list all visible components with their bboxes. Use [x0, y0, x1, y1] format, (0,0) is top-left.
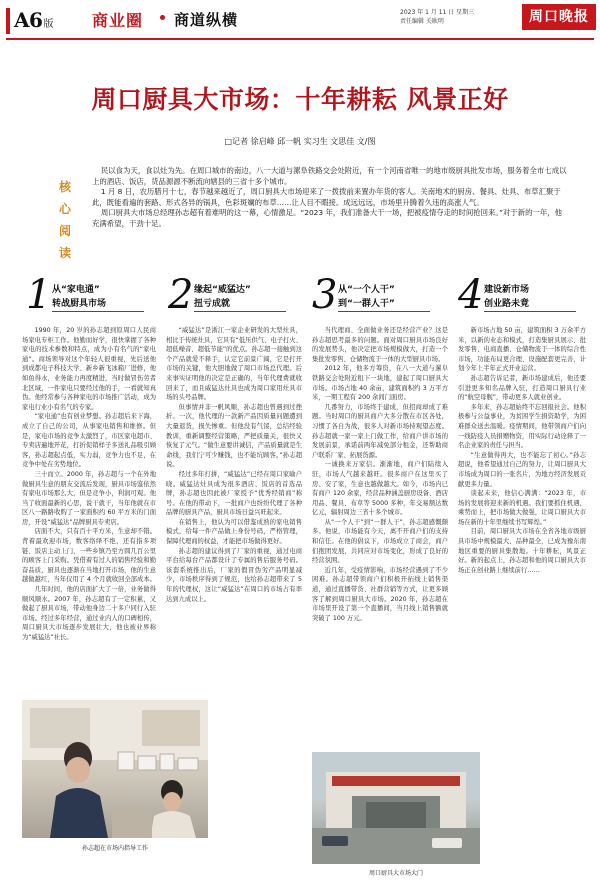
body-paragraph: 一诚换来万家信。渐渐地，商户们陆续入驻，市场人气越来越旺。很多商户在这里买了房、安了家，生意也越做越大。如今，市场内已有商户 120 余家，经营品种涵盖厨房设备、酒店用品、餐具、布草等 5000 多种，年交易额达数亿元，辐射周边三省十多个城市。: [312, 461, 448, 517]
section-underline: [52, 311, 144, 312]
body-paragraph: 2012 年，他多方筹资，在八一大道与漯阜铁路交会处附近租下一块地，建起了周口厨具大市场。市场占地 40 余亩，建筑面积约 3 万平方米，一期工程有 200 余间门面房。: [312, 365, 448, 402]
body-paragraph: 1990 年，20 岁的孙志超到原周口人民商场家电专柜工作。他勤而好学，很快掌握了各种家电的技术参数和特点，成为小有名气的“家电通”。商场领导对这个年轻人很重视，先后送他到成都电子科技大学、新乡新飞冰箱厂进修，他如鱼得水，业务能力再度精进，当时做冒伤劳者北区域，一件家电只要经过他的手，一看就知真伪。他经常参与各种家电的市场推广活动，成为家电行业小有名气的专家。: [22, 327, 156, 411]
section-number: 1: [26, 272, 52, 318]
header-rule: [6, 38, 594, 40]
body-paragraph: 新市场占地 50 亩，建筑面积 3 万余平方米，以新的业态和模式，打造集厨具展示、批发零售、电商直播、仓储物流于一体的综合性市场，功能布局更合理、设施配套更完善，计划今年上半年正式开业运营。: [458, 327, 586, 373]
article-headline: 周口厨具大市场：十年耕耘 风景正好: [91, 85, 509, 114]
body-paragraph: “威猛达”是浙江一家企业研发的大型灶具，相比于传统灶具，它具有“低压供气、电子打火、超低噪音、超低节能”的优点。孙志超一接触到这个产品就爱不释手，认定它前景广阔，它是打开市场的关键，他大胆地做了周口市场总代理。后来事实证明他的决定是正确的，当年代理费就收回来了，而且威猛达灶具也成为周口家用灶具市场的头号品牌。: [166, 327, 302, 402]
body-paragraph: 店面不大，只有百十平方米，生意却不错。背着最欢迎市场，数客络绎不绝，还有指多项链、饭店主动上门，一些乡镇乃至方圆几百公里的顾客上门采购。凭借着有过人的销售经验和勤奋品质，厨具也逐渐在当地打开市场，他的生意越做越红，当年仅用了 4 个月就收回全部成本。: [22, 528, 156, 584]
separator-dot: [160, 15, 165, 20]
body-paragraph: 在销售上，他认为可以借鉴成熟的家电销售模式，给每一件产品做上身份号码，严格管理，保障代理商的权益，才能把市场做得更好。: [166, 518, 302, 546]
body-paragraph: 从“一个人干”到“一群人干”，孙志超感慨颇多。他说，市场能有今天，离不开商户们的支持和信任。在他的倡议下，市场成立了商会，商户们抱团发展，共同应对市场变化，形成了良好的经营氛围。: [312, 518, 448, 565]
photo-market-interior: [22, 700, 208, 838]
body-paragraph: 谈起未来，他信心满满：“2023 年，市场的发展将迎来新的机遇。我们要抓住机遇，乘势而上，把市场做大做强，让周口厨具大市场在新的十年里继续书写辉煌。”: [458, 490, 586, 526]
body-paragraph: 三十而立。2000 年，孙志超与一个在外地做厨具生意的朋友交流后发现，厨具市场鉴依然有家电市场那么大，但是竞争小，利润可观。他当了收面最新的心思，说干就干，当年他就在市区八一路路收购了一家面积约 60 平方米的门面房，开设“威猛达”品牌厨具专卖店。: [22, 470, 156, 526]
section-title-line2: 到“一群人干”: [338, 299, 395, 309]
body-paragraph: 但事情并非一帆风顺，孙志超也曾遇到过挫折。一次，他代理的一款新产品因质量问题遭到大量退货，损失惨重。但他没有气馁，总结经验教训，重新调整经营策略，严把质量关，很快又恢复了元气。“做生意要讲诚信，产品质量就是生命线，我们宁可少赚钱，也不能坑顾客。”孙志超说。: [166, 403, 302, 469]
photo-illustration: [22, 700, 208, 838]
lead-label: 核心阅读: [58, 180, 71, 260]
lead-paragraph: 1 月 8 日，农历腊月十七，春节越来越近了，周口厨具大市场迎来了一拨拨前来置办年货的客人。关南地术的厨房、餐具、灶具、布草汇聚于此，既能看遍的套路、形式各异的锅具，色彩斑斓的布草……让人目不暇接。成远远远，市场里升腾着久违的高涨人气。: [92, 187, 561, 207]
section-title-line1: 从“一个人干”: [338, 285, 395, 295]
issue-editors: 责任编辑 关耿明: [400, 18, 444, 25]
body-paragraph: “生意做得再大，也不能忘了初心。”孙志超说，他希望通过自己的努力，让周口厨具大市场成为周口的一张名片，为地方经济发展贡献更多力量。: [458, 451, 586, 488]
article-column-3: [312, 326, 448, 746]
column-name: 商道纵横: [174, 11, 239, 29]
lead-paragraph: 周口厨具大市场总经理孙志超有着难明的这一幕，心情激足。“2023 年，我们准备大干一场，把被疫情夺走的时间抢回来。”对于新的一年，他充满希望，干劲十足。: [92, 208, 563, 228]
body-paragraph: 几番努力，市场终于建成，但招商却成了难题。当时周口的厨具商户大多分散在市区各处，习惯了各自为战，很多人对新市场持观望态度。孙志超就一家一家上门做工作，给商户讲市场的发展前景，承诺前两年减免部分租金，还帮助商户联系厂家、拓展货源。: [312, 403, 448, 459]
article-column-1: [22, 326, 156, 698]
section-number: 3: [312, 272, 338, 318]
issue-date: 2023 年 1 月 11 日 星期三: [400, 9, 475, 16]
issue-meta: [400, 8, 520, 26]
body-paragraph: 当代理商、全面做业务还是经营产业？这是孙志超思考最多的问题。面对周口厨具市场良好的发展势头，他决定把市场规模做大，打造一个集批发零售、仓储物流于一体的大型厨具市场。: [312, 327, 448, 363]
photo-caption: 周口厨具大市场大门: [368, 870, 423, 877]
article-byline: □记者 徐启峰 邱一帆 实习生 文思佳 文/图: [224, 137, 376, 146]
body-paragraph: 多年来，孙志超始终不忘回报社会。他积极参与公益事业，为贫困学生捐资助学，为困难群众送去温暖。疫情期间，他带领商户们向一线防疫人员捐赠物资，用实际行动诠释了一名企业家的责任与担当。: [458, 403, 586, 450]
section-title-line2: 扭亏成就: [194, 299, 231, 309]
page-number: A6版: [14, 8, 53, 32]
section-underline: [338, 311, 430, 312]
section-title-line1: 从“家电通”: [52, 285, 100, 295]
body-paragraph: “家电通”也有创业梦想。孙志超后来下海，成立了自己的公司，从事家电销售和维修。但是，家电市场的竞争太激烈了，市区家电超市、专卖店遍地开花，打折促销样子多送礼品吸引顾客，孙志超起点低，实力弱，竞争力也不足，在竞争中处在劣势地位。: [22, 413, 156, 469]
section-number: 4: [458, 272, 484, 318]
body-paragraph: 近几年，受疫情影响，市场经营遇到了不少困难。孙志超带领商户们积极开拓线上销售渠道，通过直播带货、社群营销等方式，让更多顾客了解到周口厨具大市场。2020 年，孙志超在市场里开设了第一个直播间，当月线上销售额就突破了 100 万元。: [312, 566, 448, 622]
page-number-bar: [6, 8, 10, 34]
section-underline: [194, 311, 286, 312]
newspaper-logo: 周口晚报: [522, 4, 596, 30]
section-title-line1: 建设新市场: [484, 285, 530, 295]
section-number: 2: [168, 272, 194, 318]
section-title-line2: 转战厨具市场: [52, 299, 107, 309]
lead-text: [92, 166, 568, 229]
section-name: 商业圈: [92, 11, 144, 30]
photo-illustration: [312, 752, 480, 864]
body-paragraph: 几年时间，他的店面扩大了一倍，业务做得顺风顺水。2007 年，孙志超有了一定积累，又做起了厨具市场，带动他身边二十多户同行入驻市场。经过多年经营，通过业内人的口碑相传，周口厨具大市场逐步发展壮大，他也被业界称为“威猛达”社长。: [22, 586, 156, 641]
lead-paragraph: 民以食为天，食以灶为先。在周口城市的南边，八一大道与漯阜铁路交会处附近，有一个河南省唯一的地市级厨具批发市场，服务着全市七成以上的酒店、饭店，货品源源不断流向辖县的三省十多个城市。: [92, 166, 567, 186]
photo-market-gate: [312, 752, 480, 864]
section-title-line2: 创业路未竟: [484, 299, 530, 309]
body-paragraph: 孙志超的建议得到了厂家的重视，通过电商平台给每台产品都设计了专属的售后服务号码。该套系统推出后，厂家的假冒伪劣产品明显减少，市场秩序得到了规范，也给孙志超带来了 5 年的代理权，这让“威猛达”在周口的市场占有率达到九成以上。: [166, 547, 302, 603]
body-paragraph: 目前，周口厨具大市场在全省各地市级厨具市场中规模最大、品种最全，已成为豫东南地区重要的厨具集散地。十年耕耘，风景正好。新的起点上，孙志超和他的周口厨具大市场正在创业路上继续前行……: [458, 528, 586, 574]
body-paragraph: 经过多年打拼，“威猛达”已经在周口家喻户晓。威猛达灶具成为很多酒店、饭店的首选品牌，孙志超也因此被厂家授予“优秀经销商”称号。在他的带动下，一批商户也纷纷代理了各种品牌的厨具产品，厨具市场日益兴旺起来。: [166, 470, 302, 517]
section-underline: [484, 311, 576, 312]
masthead: [0, 0, 600, 58]
section-title-line1: 缘起“威猛达”: [194, 285, 251, 295]
body-paragraph: 孙志超告诉记者，新市场建成后，他还要引进更多知名品牌入驻，打造周口厨具行业的“航空母舰”，带动更多人就业创业。: [458, 374, 586, 402]
photo-caption: 孙志超在市场内指导工作: [81, 845, 148, 852]
